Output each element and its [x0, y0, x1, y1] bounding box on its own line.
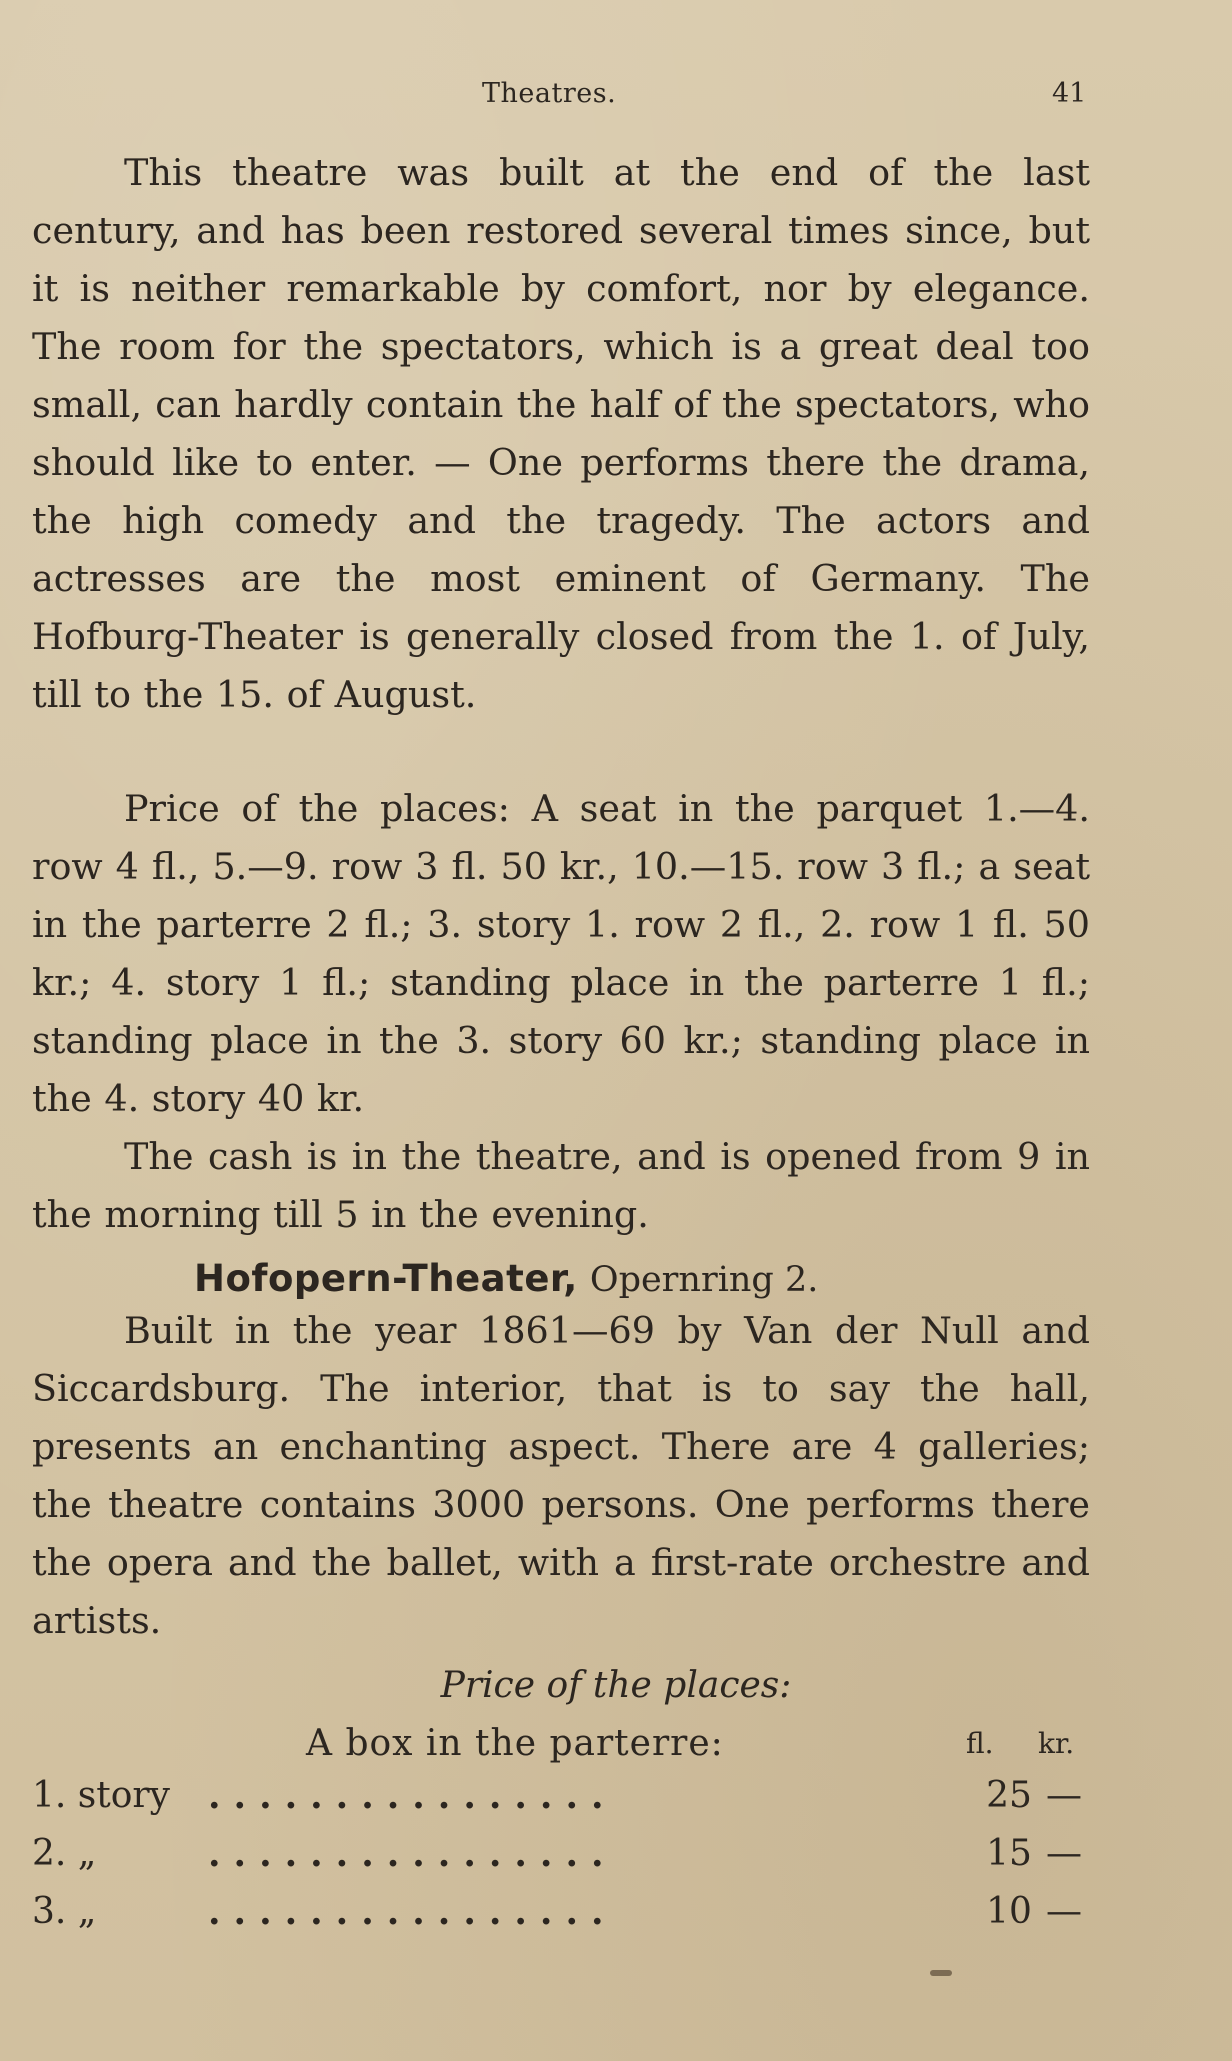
column-header-kr: kr. — [1038, 1727, 1075, 1760]
price-row-kr: — — [1046, 1833, 1082, 1874]
price-row-label: 1. story — [32, 1775, 170, 1816]
dot-leader: ................ — [208, 1833, 617, 1875]
price-row — [32, 1826, 1090, 1882]
dot-leader: ................ — [208, 1775, 617, 1817]
paragraph-hofburg-description: This theatre was built at the end of the last century, and has been restored several times since, but it is neither remarkable by comfort, nor by elegance. The room for the spectators, which is a great deal too small, can hardly contain the half of the spectators, who should like to enter. — One performs there the drama, the high comedy and the tragedy. The actors and actresses are the most eminent of Germany. The Hofburg-Theater is generally closed from the 1. of July, till to the 15. of August. — [32, 151, 1090, 716]
price-table-box-label: A box in the parterre: — [306, 1723, 724, 1764]
page-number: 41 — [1052, 78, 1087, 109]
price-row-fl: 10 — [986, 1891, 1032, 1932]
price-table-title: Price of the places: — [440, 1665, 792, 1706]
price-row-label: 3. „ — [32, 1891, 97, 1932]
price-row — [32, 1768, 1090, 1824]
paragraph-opera-description: Built in the year 1861—69 by Van der Null and Siccardsburg. The interior, that is to say the hall, presents an enchanting aspect. There are 4 galleries; the theatre contains 3000 persons. One performs there the opera and the ballet, with a first-rate orchestre and artists. — [32, 1309, 1090, 1642]
price-row-fl: 25 — [986, 1775, 1032, 1816]
price-row-label: 2. „ — [32, 1833, 97, 1874]
running-head-title: Theatres. — [482, 78, 617, 109]
section-heading — [194, 1252, 818, 1306]
column-header-fl: fl. — [966, 1727, 994, 1760]
price-row-kr: — — [1046, 1891, 1082, 1932]
paragraph-cash-hours: The cash is in the theatre, and is opened from 9 in the morning till 5 in the evening. — [32, 1135, 1090, 1236]
dot-leader: ................ — [208, 1891, 617, 1933]
ink-smudge — [930, 1970, 952, 1976]
paragraph-hofburg-prices: Price of the places: A seat in the parquet 1.—4. row 4 fl., 5.—9. row 3 fl. 50 kr., 10.—15. row 3 fl.; a seat in the parterre 2 fl.; 3. story 1. row 2 fl., 2. row 1 fl. 50 kr.; 4. story 1 fl.; standing place in the parterre 1 fl.; standing place in the 3. story 60 kr.; standing place in the 4. story 40 kr. — [32, 787, 1090, 1120]
section-heading-name: Hofopern-Theater, — [194, 1257, 578, 1300]
price-row-kr: — — [1046, 1775, 1082, 1816]
section-heading-address: Opernring 2. — [589, 1260, 819, 1300]
price-row-fl: 15 — [986, 1833, 1032, 1874]
price-row — [32, 1884, 1090, 1940]
